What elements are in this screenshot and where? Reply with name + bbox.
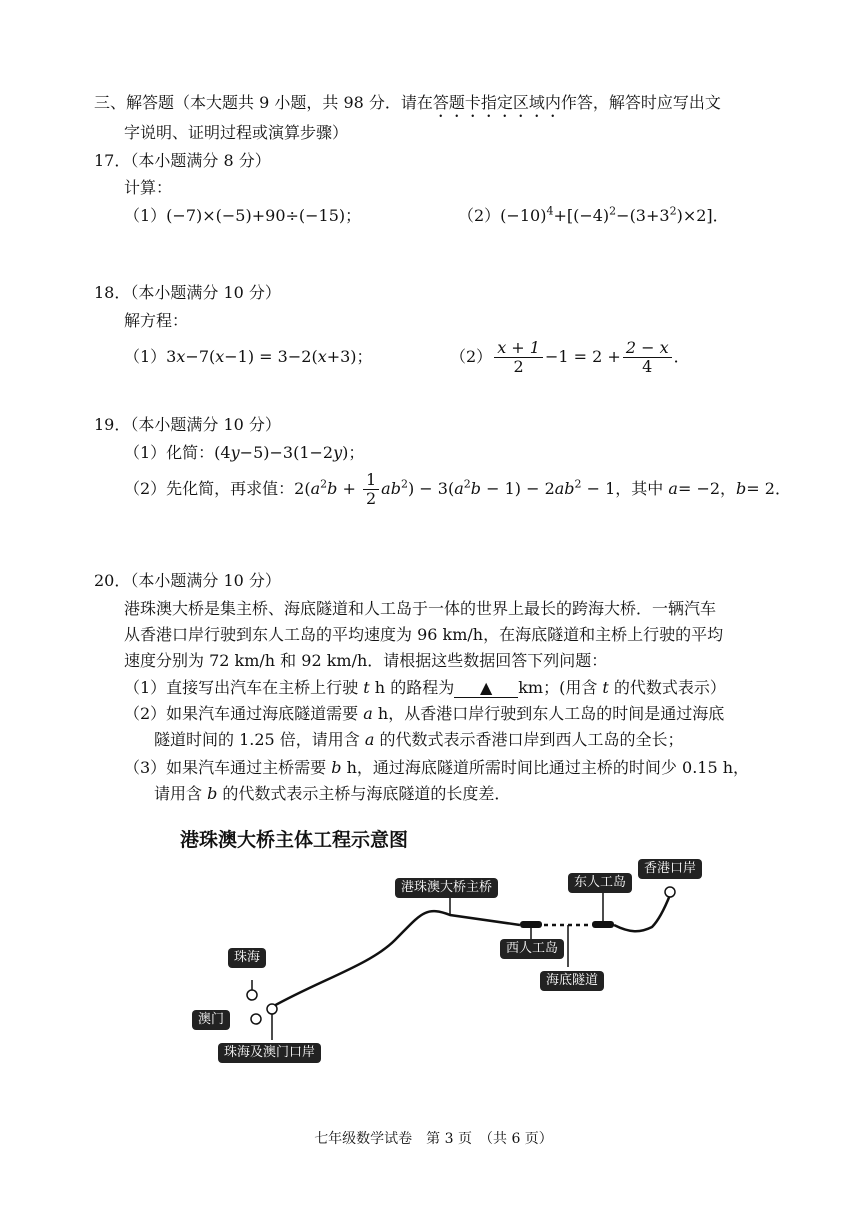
q19-exp: 2 bbox=[463, 477, 471, 491]
q20-part2-line2-a: 隧道时间的 1.25 倍，请用含 bbox=[154, 730, 365, 749]
q18-part1-b: −7( bbox=[185, 347, 216, 366]
q18-part2-end: ． bbox=[673, 347, 690, 366]
q18-part2-mid: −1 = 2 + bbox=[544, 347, 621, 366]
q19-part2-c: − 1) − 2 bbox=[481, 479, 555, 498]
q20-part3-b: h，通过海底隧道所需时间比通过主桥的时间少 0.15 h， bbox=[341, 758, 750, 777]
bridge-route-map bbox=[180, 815, 740, 1080]
q19-part1-b: −5)−3(1−2 bbox=[239, 443, 334, 462]
route-line bbox=[272, 911, 520, 1007]
q19-frac-numerator: 1 bbox=[363, 471, 379, 490]
q20-part3-line2-a: 请用含 bbox=[154, 784, 208, 803]
label-west-island: 西人工岛 bbox=[500, 939, 564, 959]
q20-var-a: a bbox=[364, 730, 375, 749]
q20-var-a: a bbox=[363, 704, 373, 723]
q18-part1-c: −1) = 3−2( bbox=[224, 347, 318, 366]
east-island-marker bbox=[592, 921, 614, 928]
section-heading-line2: 字说明、证明过程或演算步骤） bbox=[124, 123, 349, 142]
q19-part2-a: （2）先化简，再求值：2( bbox=[124, 479, 311, 498]
q17-part2 bbox=[458, 205, 729, 227]
q20-part1-a: （1）直接写出汽车在主桥上行驶 bbox=[124, 678, 364, 697]
q19-part2-f: = 2． bbox=[746, 479, 791, 498]
q19-part1-c: )； bbox=[342, 443, 365, 462]
q20-var-t: t bbox=[602, 678, 609, 697]
label-main-bridge: 港珠澳大桥主桥 bbox=[395, 878, 498, 898]
q19-exp: 2 bbox=[400, 477, 408, 491]
port-node bbox=[267, 1004, 277, 1014]
q20-var-t: t bbox=[363, 678, 370, 697]
q19-var-a: a bbox=[668, 479, 678, 498]
q17-heading: 17．（本小题满分 8 分） bbox=[94, 151, 271, 170]
diagram-title: 港珠澳大桥主体工程示意图 bbox=[180, 829, 409, 851]
q20-var-b: b bbox=[331, 758, 342, 777]
q19-var-a: a bbox=[310, 479, 321, 498]
zhuhai-node bbox=[247, 990, 257, 1000]
q17-part2-c: −(3+3 bbox=[616, 206, 670, 225]
hk-port-node bbox=[665, 887, 675, 897]
section-heading-post: 作答，解答时应写出文 bbox=[560, 93, 721, 112]
q19-part1-a: （1）化简：(4 bbox=[124, 443, 231, 462]
q20-text-line2: 从香港口岸行驶到东人工岛的平均速度为 96 km/h，在海底隧道和主桥上行驶的平均 bbox=[124, 625, 724, 644]
q20-part3-line2 bbox=[154, 783, 510, 805]
q20-part3 bbox=[124, 757, 749, 779]
q19-frac-denominator: 2 bbox=[365, 489, 377, 508]
q17-part2-b: +[(−4) bbox=[553, 206, 610, 225]
q18-frac1-denominator: 2 bbox=[513, 357, 524, 376]
q17-part1: （1）(−7)×(−5)+90÷(−15)； bbox=[124, 206, 362, 225]
q19-part2-b: ) − 3( bbox=[407, 479, 455, 498]
q18-frac1-numerator: x + 1 bbox=[494, 339, 543, 358]
section-heading-emphasis: 答题卡指定区域内 bbox=[432, 93, 561, 112]
q18-var-x: x bbox=[215, 347, 225, 366]
q19-heading: 19．（本小题满分 10 分） bbox=[94, 415, 281, 434]
q19-part2-d: − 1，其中 bbox=[581, 479, 669, 498]
section-heading-pre: 三、解答题（本大题共 9 小题，共 98 分．请在 bbox=[94, 93, 433, 112]
q17-part2-d: )×2]． bbox=[676, 206, 729, 225]
q19-part2 bbox=[124, 470, 791, 508]
macau-node bbox=[251, 1014, 261, 1024]
q18-instruction: 解方程： bbox=[124, 311, 189, 330]
q18-fraction-2 bbox=[623, 339, 672, 376]
q19-plus: + bbox=[337, 479, 361, 498]
q19-fraction-half bbox=[363, 471, 379, 508]
q18-heading: 18．（本小题满分 10 分） bbox=[94, 283, 281, 302]
q18-frac2-denominator: 4 bbox=[642, 357, 653, 376]
q18-part1-d: +3)； bbox=[326, 347, 373, 366]
q20-text-line3: 速度分别为 72 km/h 和 92 km/h．请根据这些数据回答下列问题： bbox=[124, 651, 608, 670]
q19-var-ab: ab bbox=[381, 479, 401, 498]
q19-var-a: a bbox=[454, 479, 464, 498]
q17-part2-a: （2）(−10) bbox=[458, 206, 547, 225]
label-zhuhai-macau-port: 珠海及澳门口岸 bbox=[218, 1043, 321, 1063]
q20-part2-a: （2）如果汽车通过海底隧道需要 bbox=[124, 704, 364, 723]
q19-exp: 2 bbox=[574, 477, 582, 491]
hk-route-line bbox=[614, 895, 670, 931]
label-hk-port: 香港口岸 bbox=[638, 859, 702, 879]
q19-var-b: b bbox=[470, 479, 481, 498]
q20-part1-c: km；(用含 bbox=[518, 678, 603, 697]
q20-text-line1: 港珠澳大桥是集主桥、海底隧道和人工岛于一体的世界上最长的跨海大桥．一辆汽车 bbox=[124, 599, 717, 618]
q20-part3-line2-b: 的代数式表示主桥与海底隧道的长度差． bbox=[217, 784, 511, 803]
q19-var-y: y bbox=[333, 443, 343, 462]
label-east-island: 东人工岛 bbox=[568, 873, 632, 893]
q19-exp: 2 bbox=[320, 477, 328, 491]
bridge-diagram bbox=[180, 815, 740, 1080]
q20-part1-b: h 的路程为 bbox=[369, 678, 455, 697]
q18-var-x: x bbox=[176, 347, 186, 366]
q18-part1-a: （1）3 bbox=[124, 347, 177, 366]
label-macau: 澳门 bbox=[192, 1010, 230, 1030]
q20-var-b: b bbox=[207, 784, 218, 803]
q18-frac2-numerator: 2 − x bbox=[623, 339, 672, 358]
q18-var-x: x bbox=[317, 347, 327, 366]
q18-part2-label: （2） bbox=[450, 347, 493, 366]
q19-var-b: b bbox=[327, 479, 338, 498]
q18-part2 bbox=[450, 338, 690, 376]
q20-heading: 20．（本小题满分 10 分） bbox=[94, 571, 281, 590]
q17-part2-exp2: 2 bbox=[609, 204, 617, 218]
q20-part2-b: h，从香港口岸行驶到东人工岛的时间是通过海底 bbox=[372, 704, 725, 723]
q18-part1 bbox=[124, 346, 373, 368]
q20-part1-d: 的代数式表示） bbox=[608, 678, 726, 697]
q20-part2 bbox=[124, 703, 724, 725]
q19-var-b: b bbox=[736, 479, 747, 498]
q20-part1 bbox=[124, 677, 726, 699]
label-zhuhai: 珠海 bbox=[228, 948, 266, 968]
q19-part1 bbox=[124, 442, 364, 464]
west-island-marker bbox=[520, 921, 542, 928]
page-footer: 七年级数学试卷 第 3 页 （共 6 页） bbox=[314, 1131, 553, 1147]
answer-blank: ▲ bbox=[454, 679, 518, 698]
q17-part2-exp3: 2 bbox=[669, 204, 677, 218]
section-heading bbox=[94, 92, 721, 121]
q20-part3-a: （3）如果汽车通过主桥需要 bbox=[124, 758, 332, 777]
q18-fraction-1 bbox=[494, 339, 543, 376]
label-tunnel: 海底隧道 bbox=[540, 971, 604, 991]
q17-instruction: 计算： bbox=[124, 178, 173, 197]
q19-part2-e: = −2， bbox=[677, 479, 737, 498]
q20-part2-line2-b: 的代数式表示香港口岸到西人工岛的全长； bbox=[374, 730, 684, 749]
q17-part2-exp1: 4 bbox=[546, 204, 554, 218]
q19-var-y: y bbox=[230, 443, 240, 462]
q19-var-ab: ab bbox=[554, 479, 575, 498]
q20-part2-line2 bbox=[154, 729, 684, 751]
